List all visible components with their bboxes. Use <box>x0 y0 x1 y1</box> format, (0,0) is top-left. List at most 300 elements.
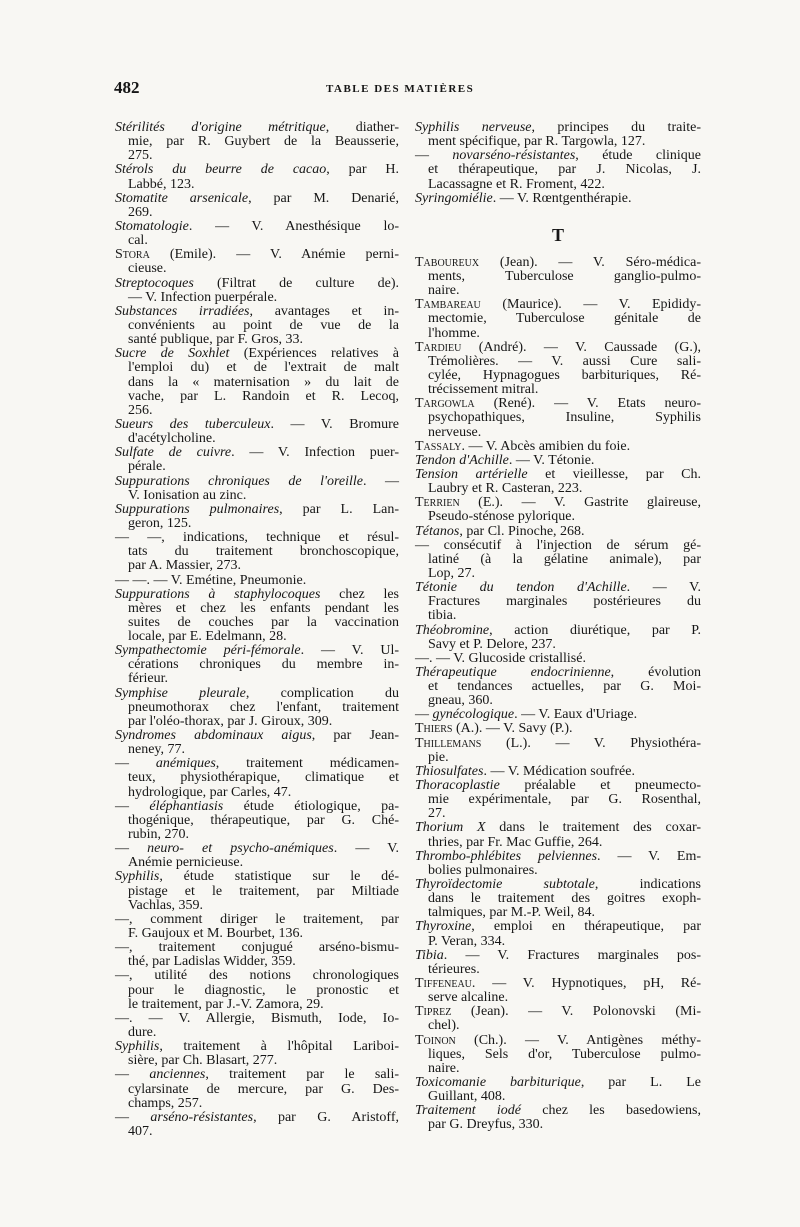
entry-text: et vieillesse, par Ch. <box>527 466 701 482</box>
entry-heading: Syndromes abdominaux aigus <box>115 728 312 744</box>
entry-text: —, utilité des notions chronologiques <box>115 968 399 984</box>
entry-line: vache, par L. Randoin et R. Lecoq, <box>128 388 399 404</box>
entry-line: pistage et le traitement, par Miltiade <box>128 883 399 899</box>
entry-text: . — V. Em- <box>597 848 701 864</box>
entry-line: — V. Infection puerpérale. <box>128 289 278 305</box>
entry-line: et thérapeutique, par J. Nicolas, J. <box>428 162 701 178</box>
entry-line <box>415 850 701 864</box>
right-column-entries-before <box>415 121 701 206</box>
entry-line <box>415 1076 701 1090</box>
entry-text: (Emile). — V. Anémie perni- <box>149 247 399 263</box>
index-entry <box>415 737 701 765</box>
entry-line: ment spécifique, par R. Targowla, 127. <box>428 134 646 150</box>
entry-line: thries, par Fr. Mac Guffie, 264. <box>428 834 603 850</box>
entry-line: l'homme. <box>428 325 480 341</box>
index-entry <box>115 913 399 941</box>
entry-line: serve alcaline. <box>428 990 509 1006</box>
entry-line <box>115 1111 399 1125</box>
right-column <box>415 121 701 1133</box>
entry-text: —. — V. Allergie, Bismuth, Iode, Io- <box>115 1010 399 1026</box>
entry-line <box>415 192 701 206</box>
entry-heading: Tibia <box>415 947 444 963</box>
entry-line: Anémie pernicieuse. <box>128 855 244 871</box>
entry-heading: Thiosulfates <box>415 763 484 779</box>
entry-text: — <box>115 798 150 814</box>
entry-line: liques, Sels d'or, Tuberculose pulmo- <box>428 1046 701 1062</box>
index-entry <box>115 1111 399 1139</box>
entry-line: 27. <box>428 806 446 822</box>
index-entry <box>415 539 701 581</box>
entry-heading: Sympathectomie péri-fémorale <box>115 643 301 659</box>
entry-heading: gynécologique <box>432 707 515 723</box>
index-entry <box>115 941 399 969</box>
entry-line: teux, physiothérapique, climatique et <box>128 770 399 786</box>
entry-line <box>415 977 701 991</box>
index-entry <box>115 305 399 347</box>
entry-line: térieures. <box>428 961 480 977</box>
entry-heading: éléphantiasis <box>149 798 224 814</box>
entry-text: . — V. Rœntgenthérapie. <box>492 190 632 206</box>
entry-text: , par L. Le <box>580 1075 701 1090</box>
index-entry <box>115 588 399 645</box>
entry-line: cérations chroniques du membre in- <box>128 657 399 673</box>
entry-line <box>415 666 701 680</box>
index-entry <box>415 397 701 439</box>
entry-heading: Stérilités d'origine métritique <box>115 120 326 135</box>
entry-text: , traitement par le sali- <box>205 1067 400 1083</box>
entry-line: cylée, Hypnagogues barbituriques, Ré- <box>428 367 701 383</box>
entry-line: tats du traitement bronchoscopique, <box>128 544 399 560</box>
entry-text: — <box>115 1109 151 1125</box>
entry-heading: Suppurations pulmonaires <box>115 501 280 517</box>
index-entry <box>415 850 701 878</box>
entry-text: , emploi en thérapeutique, par <box>471 919 701 935</box>
entry-heading: Thoracoplastie <box>415 778 500 794</box>
entry-line <box>415 765 701 779</box>
entry-heading: Suppurations à staphylocoques <box>115 586 321 602</box>
entry-line: 275. <box>128 148 153 164</box>
entry-line <box>415 121 701 135</box>
entry-line <box>415 397 701 411</box>
entry-text: , avantages et in- <box>249 303 399 319</box>
entry-line <box>415 821 701 835</box>
entry-line <box>115 800 399 814</box>
index-entry <box>115 644 399 686</box>
index-entry <box>415 779 701 821</box>
index-entry <box>115 121 399 163</box>
entry-text: , par L. Lan- <box>279 501 399 517</box>
entry-line: pie. <box>428 749 449 765</box>
entry-line: Trémolières. — V. aussi Cure sali- <box>428 353 701 369</box>
entry-line: thé, par Ladislas Widder, 359. <box>128 954 296 970</box>
entry-line: Lop, 27. <box>428 565 476 581</box>
index-entry <box>115 1012 399 1040</box>
entry-heading: Traitement iodé <box>415 1103 522 1119</box>
entry-text: . — V. Tétonie. <box>508 452 595 468</box>
entry-line: bolies pulmonaires. <box>428 862 538 878</box>
entry-text: — <box>115 841 148 857</box>
index-entry <box>415 878 701 920</box>
entry-line <box>415 737 701 751</box>
entry-text: . — V. Anesthésique lo- <box>188 218 399 234</box>
entry-line: l'emploi du) et de l'extrait de malt <box>128 360 399 376</box>
entry-text: (A.). — V. Savy (P.). <box>452 721 573 737</box>
entry-line: cieuse. <box>128 261 167 277</box>
entry-line: dans la « maternisation » du lait de <box>128 374 399 390</box>
entry-line <box>115 277 399 291</box>
index-entry <box>115 687 399 729</box>
index-entry <box>115 192 399 220</box>
index-entry <box>115 163 399 191</box>
entry-heading: Sulfate de cuivre <box>115 445 232 461</box>
entry-line: cylarsinate de mercure, par G. Des- <box>128 1081 399 1097</box>
author-name: Tambareau <box>415 297 481 313</box>
entry-line: nerveuse. <box>428 424 482 440</box>
entry-line: pérale. <box>128 459 166 475</box>
entry-line: hydrologique, par Carles, 47. <box>128 784 292 800</box>
entry-line <box>415 920 701 934</box>
index-entry <box>415 440 701 454</box>
index-entry <box>415 652 701 666</box>
entry-text: . — V. <box>333 841 399 857</box>
entry-line <box>115 941 399 955</box>
entry-text: , évolution <box>610 664 701 680</box>
entry-text: — —. — V. Emétine, Pneumonie. <box>115 572 307 588</box>
entry-text: (E.). — V. Gastrite glaireuse, <box>459 495 701 511</box>
entry-text: , par M. Denarié, <box>248 190 399 206</box>
entry-heading: Stérols du beurre de cacao <box>115 162 327 178</box>
entry-line: par G. Dreyfus, 330. <box>428 1117 544 1133</box>
entry-line: le traitement, par J.-V. Zamora, 29. <box>128 996 324 1012</box>
entry-heading: Tétanos <box>415 523 460 539</box>
right-column-entries-after <box>415 256 701 1133</box>
entry-line: par l'oléo-thorax, par J. Giroux, 309. <box>128 713 333 729</box>
entry-text: — <box>415 148 453 164</box>
entry-line <box>415 298 701 312</box>
index-entry <box>415 121 701 149</box>
author-name: Stora <box>115 247 150 263</box>
author-name: Tiprez <box>415 1004 452 1020</box>
entry-text: , diather- <box>325 120 399 135</box>
entry-line <box>415 149 701 163</box>
entry-line <box>115 842 399 856</box>
entry-text: . — V. Eaux d'Uriage. <box>514 707 638 723</box>
entry-heading: Thérapeutique endocrinienne <box>415 664 611 680</box>
entry-line <box>115 418 399 432</box>
entry-line <box>415 1005 701 1019</box>
index-entry <box>415 765 701 779</box>
entry-line <box>415 468 701 482</box>
entry-text: (Ch.). — V. Antigènes méthy- <box>455 1032 701 1048</box>
entry-text: — —, indications, technique et résul- <box>115 530 399 546</box>
entry-heading: Thyroïdectomie subtotale <box>415 877 595 893</box>
running-title: TABLE DES MATIÈRES <box>326 83 475 95</box>
entry-line <box>115 870 399 884</box>
entry-heading: Stomatite arsenicale <box>115 190 249 206</box>
entry-line <box>415 496 701 510</box>
entry-line <box>415 1104 701 1118</box>
entry-line <box>115 969 399 983</box>
entry-text: . — V. Hypnotiques, pH, Ré- <box>471 976 701 992</box>
entry-line: locale, par E. Edelmann, 28. <box>128 629 287 645</box>
entry-line: dans le traitement des goitres exoph- <box>428 891 701 907</box>
index-entry <box>415 977 701 1005</box>
entry-line <box>415 454 701 468</box>
entry-line <box>115 347 399 361</box>
index-entry <box>415 920 701 948</box>
entry-line: 269. <box>128 204 153 220</box>
entry-line: rubin, 270. <box>128 827 190 843</box>
entry-line: V. Ionisation au zinc. <box>128 487 247 503</box>
entry-text: dans le traitement des coxar- <box>485 820 701 836</box>
entry-heading: neuro- et psycho-anémiques <box>147 841 334 857</box>
entry-text: — <box>115 1067 150 1083</box>
entry-line <box>115 588 399 602</box>
entry-line: P. Veran, 334. <box>428 933 506 949</box>
entry-line <box>115 220 399 234</box>
index-entry <box>115 969 399 1011</box>
entry-text: (Filtrat de culture de). <box>193 275 399 291</box>
entry-line <box>415 624 701 638</box>
entry-line <box>115 475 399 489</box>
entry-heading: Substances irradiées <box>115 303 250 319</box>
entry-line <box>115 163 399 177</box>
entry-line: par A. Massier, 273. <box>128 558 241 574</box>
entry-text: , indications <box>594 877 701 893</box>
entry-line: ments, Tuberculose ganglio-pulmo- <box>428 268 701 284</box>
entry-text: . — V. Médication soufrée. <box>483 763 635 779</box>
author-name: Tardieu <box>415 339 462 355</box>
entry-text: . — <box>363 473 399 489</box>
entry-line: Lacassagne et R. Froment, 422. <box>428 176 605 192</box>
entry-text: , traitement médicamen- <box>215 756 399 772</box>
index-entry <box>115 1068 399 1110</box>
entry-text: , par Jean- <box>311 728 399 744</box>
entry-line: convénients au point de vue de la <box>128 317 399 333</box>
entry-line: et tendances actuelles, par G. Moi- <box>428 679 701 695</box>
page-number: 482 <box>114 78 140 97</box>
entry-line <box>115 121 399 135</box>
entry-line <box>415 341 701 355</box>
entry-line <box>415 1034 701 1048</box>
entry-line: d'acétylcholine. <box>128 431 216 447</box>
entry-text: chez les basedowiens, <box>521 1103 702 1119</box>
index-entry <box>115 248 399 276</box>
entry-text: (Jean). — V. Polonovski (Mi- <box>451 1004 701 1020</box>
entry-line <box>415 539 701 553</box>
entry-text: —, traitement conjugué arséno-bismu- <box>115 940 399 956</box>
index-entry <box>415 256 701 298</box>
entry-text: , étude clinique <box>575 148 702 164</box>
index-entry <box>415 821 701 849</box>
index-entry <box>415 496 701 524</box>
entry-text: —, comment diriger le traitement, par <box>115 911 399 927</box>
index-entry <box>415 454 701 468</box>
entry-line: gneau, 360. <box>428 693 493 709</box>
index-entry <box>415 192 701 206</box>
entry-heading: Sueurs des tuberculeux <box>115 416 271 432</box>
entry-line: neney, 77. <box>128 742 186 758</box>
entry-heading: Syphilis nerveuse <box>415 120 532 135</box>
entry-heading: Thorium X <box>415 820 486 836</box>
entry-line <box>115 687 399 701</box>
entry-text: — <box>115 756 156 772</box>
entry-text: , par Cl. Pinoche, 268. <box>459 523 585 539</box>
index-entry <box>415 581 701 623</box>
entry-heading: Syphilis <box>115 869 160 885</box>
entry-text: , action diurétique, par P. <box>489 622 701 638</box>
entry-text: , complication du <box>245 685 400 701</box>
index-entry <box>115 277 399 305</box>
entry-line: 256. <box>128 402 153 418</box>
left-column <box>115 121 399 1139</box>
entry-line: mectomie, Tuberculose génitale de <box>428 311 701 327</box>
index-entry <box>415 1005 701 1033</box>
entry-text: , par H. <box>326 162 399 178</box>
entry-line: chel). <box>428 1018 460 1034</box>
entry-heading: Symphise pleurale <box>115 685 246 701</box>
entry-line <box>115 192 399 206</box>
entry-text: étude étiologique, pa- <box>223 798 399 814</box>
entry-line <box>115 757 399 771</box>
index-entry <box>415 708 701 722</box>
index-entry <box>415 624 701 652</box>
entry-line: trécissement mitral. <box>428 382 539 398</box>
entry-line <box>115 644 399 658</box>
entry-text: (Jean). — V. Séro-médica- <box>479 254 701 270</box>
index-entry <box>415 525 701 539</box>
entry-heading: Syphilis <box>115 1039 160 1055</box>
entry-heading: Streptocoques <box>115 275 194 291</box>
entry-text: . — V. Abcès amibien du foie. <box>461 438 631 454</box>
entry-text: (Maurice). — V. Epididy- <box>480 297 701 313</box>
entry-line: talmiques, par M.-P. Weil, 84. <box>428 905 595 921</box>
entry-heading: anémiques <box>155 756 216 772</box>
entry-heading: Toxicomanie barbiturique <box>415 1075 581 1090</box>
entry-line: mie expérimentale, par G. Rosenthal, <box>428 792 701 808</box>
index-entry <box>415 722 701 736</box>
author-name: Targowla <box>415 396 475 412</box>
entry-line: psychopathiques, Insuline, Syphilis <box>428 410 701 426</box>
entry-line: dure. <box>128 1025 157 1040</box>
entry-line <box>115 248 399 262</box>
entry-heading: Thyroxine <box>415 919 472 935</box>
index-entry <box>115 418 399 446</box>
entry-line: sière, par Ch. Blasart, 277. <box>128 1053 278 1069</box>
entry-text: — consécutif à l'injection de sérum gé- <box>415 537 701 553</box>
entry-text: chez les <box>320 586 399 602</box>
entry-heading: Théobromine <box>415 622 490 638</box>
entry-line <box>415 949 701 963</box>
entry-heading: Thrombo-phlébites pelviennes <box>415 848 598 864</box>
entry-line: latiné (à la gélatine animale), par <box>428 551 701 567</box>
entry-heading: anciennes <box>149 1067 206 1083</box>
entry-text: . — V. Ul- <box>300 643 399 659</box>
entry-line: suites de couches par la vaccination <box>128 614 399 630</box>
entry-line <box>415 722 701 736</box>
entry-text: (René). — V. Etats neuro- <box>474 396 701 412</box>
entry-line <box>115 305 399 319</box>
index-entry <box>115 800 399 842</box>
index-entry <box>115 757 399 799</box>
entry-line <box>115 913 399 927</box>
entry-line: Fractures marginales postérieures du <box>428 594 701 610</box>
entry-line <box>415 708 701 722</box>
author-name: Taboureux <box>415 254 480 270</box>
entry-line <box>415 581 701 595</box>
entry-line <box>115 1068 399 1082</box>
index-entry <box>115 842 399 870</box>
index-entry <box>115 574 399 588</box>
entry-heading: novarséno-résistantes <box>452 148 576 164</box>
entry-text: — <box>415 707 433 723</box>
entry-line: mie, par R. Guybert de la Beausserie, <box>128 134 399 150</box>
entry-line: thogénique, thérapeutique, par G. Ché- <box>128 812 399 828</box>
entry-line: mères et chez les enfants pendant les <box>128 600 399 616</box>
entry-heading: Tendon d'Achille <box>415 452 509 468</box>
author-name: Thiers <box>415 721 453 737</box>
index-entry <box>415 1076 701 1104</box>
index-entry <box>415 468 701 496</box>
entry-text: , traitement à l'hôpital Lariboi- <box>159 1039 399 1055</box>
entry-heading: Tension artérielle <box>415 466 528 482</box>
entry-text: . — V. Fractures marginales pos- <box>443 947 701 963</box>
index-entry <box>415 1034 701 1076</box>
entry-heading: Stomatologie <box>115 218 189 234</box>
entry-line <box>115 1040 399 1054</box>
entry-heading: Syringomiélie <box>415 190 493 206</box>
entry-line: férieur. <box>128 671 169 687</box>
entry-line: tibia. <box>428 608 457 624</box>
entry-line <box>115 446 399 460</box>
entry-line: pour le diagnostic, le pronostic et <box>128 982 399 998</box>
index-entry <box>415 666 701 708</box>
entry-line: santé publique, par F. Gros, 33. <box>128 332 304 348</box>
index-entry <box>415 298 701 340</box>
entry-line: naire. <box>428 1060 460 1076</box>
entry-heading: Suppurations chroniques de l'oreille <box>115 473 363 489</box>
author-name: Thillemans <box>415 735 482 751</box>
entry-text: . — V. Infection puer- <box>231 445 399 461</box>
entry-line: geron, 125. <box>128 515 192 531</box>
entry-text: . — V. Bromure <box>270 416 399 432</box>
index-entry <box>415 949 701 977</box>
entry-line: 407. <box>128 1123 153 1139</box>
entry-line <box>115 503 399 517</box>
entry-text: (Expériences relatives à <box>229 346 399 362</box>
author-name: Toinon <box>415 1032 456 1048</box>
entry-line <box>115 1012 399 1026</box>
entry-text: (L.). — V. Physiothéra- <box>481 735 701 751</box>
entry-heading: arséno-résistantes <box>150 1109 254 1125</box>
author-name: Tassaly <box>415 438 462 454</box>
entry-line <box>115 729 399 743</box>
index-entry <box>415 341 701 398</box>
entry-line <box>415 652 701 666</box>
entry-line <box>415 878 701 892</box>
index-entry <box>115 446 399 474</box>
index-entry <box>115 220 399 248</box>
entry-line: Labbé, 123. <box>128 176 195 192</box>
index-entry <box>115 475 399 503</box>
entry-line <box>115 574 399 588</box>
index-entry <box>115 531 399 573</box>
section-letter: T <box>551 224 564 245</box>
entry-text: —. — V. Glucoside cristallisé. <box>415 650 586 666</box>
entry-line: Vachlas, 359. <box>128 897 204 913</box>
entry-line <box>415 440 701 454</box>
entry-line <box>415 525 701 539</box>
